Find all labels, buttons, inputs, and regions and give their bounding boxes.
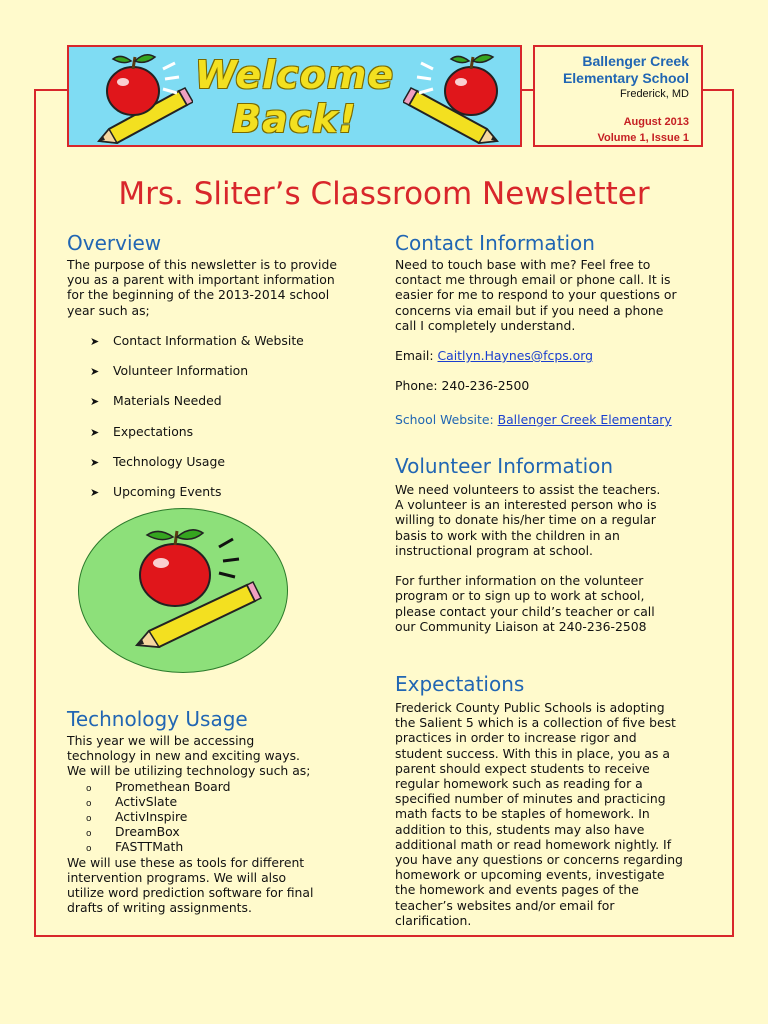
list-item: ➤ Technology Usage	[90, 453, 225, 469]
issue-date: August 2013	[623, 116, 689, 128]
overview-line: The purpose of this newsletter is to provide	[67, 257, 337, 272]
arrow-bullet-icon: ➤	[90, 335, 100, 348]
arrow-bullet-icon: ➤	[90, 425, 100, 439]
technology-list	[67, 779, 367, 855]
apple-pencil-right-icon	[403, 49, 513, 147]
arrow-bullet-icon: ➤	[90, 455, 100, 469]
expectations-heading: Expectations	[395, 672, 525, 696]
circle-bullet-icon: o	[86, 813, 92, 824]
overview-heading: Overview	[67, 231, 162, 255]
expectations-text: Frederick County Public Schools is adopting the Salient 5 which is a collection of five best practices in order to increase rigor and student success. With this in place, you as a parent should expect students to receive regular homework such as reading for a specified number of minutes and practicing math facts to be staples of homework. In addition to this, students may also have additional math or read homework nightly. If you have any questions or concerns regarding homework or upcoming events, investigate the homework and events pages of the teacher’s websites and/or email for clarification.	[395, 700, 683, 928]
list-item: o FASTTMath	[67, 839, 367, 854]
list-item: ➤ Contact Information & Website	[90, 333, 304, 348]
technology-text: This year we will be accessing technology in new and exciting ways. We will be utilizing technology such as; o Promethean Board o ActivSlate o ActivInspire o DreamBox o FASTTMath We will use these as tools for different intervention programs. We will also utilize word prediction software for final drafts of writing assignments.	[67, 733, 367, 915]
banner-back-text: Back!	[232, 97, 357, 141]
overview-line: for the beginning of the 2013-2014 school	[67, 287, 330, 303]
list-item: ➤ Expectations	[90, 423, 194, 439]
circle-bullet-icon: o	[86, 783, 92, 794]
arrow-bullet-icon: ➤	[90, 485, 100, 499]
circle-bullet-icon: o	[86, 798, 92, 809]
circle-bullet-icon: o	[86, 829, 92, 840]
technology-heading: Technology Usage	[67, 707, 248, 731]
overview-line: you as a parent with important information	[67, 272, 335, 288]
contact-email-row: Email: Caitlyn.Haynes@fcps.org	[395, 348, 593, 363]
school-city: Frederick, MD	[619, 88, 689, 100]
list-item: ➤ Volunteer Information	[90, 363, 249, 379]
banner-welcome-text: Welcome	[194, 53, 395, 97]
apple-pencil-clipart	[78, 508, 288, 673]
newsletter-title: Mrs. Sliter’s Classroom Newsletter	[118, 176, 650, 212]
list-item: ➤ Materials Needed	[90, 393, 222, 409]
list-item: o ActivInspire	[67, 809, 367, 824]
list-item: o DreamBox	[67, 824, 367, 839]
list-item: o ActivSlate	[67, 794, 367, 809]
arrow-bullet-icon: ➤	[90, 365, 100, 379]
volunteer-text: We need volunteers to assist the teachers. A volunteer is an interested person who is willing to donate his/her time on a regular basis to work with the children in an instructional program at school. For further information on the volunteer program or to sign up to work at school, please contact your child’s teacher or call our Community Liaison at 240-236-2508	[395, 482, 661, 634]
circle-bullet-icon: o	[86, 844, 92, 855]
overview-text	[67, 257, 367, 318]
volunteer-heading: Volunteer Information	[395, 454, 614, 478]
arrow-bullet-icon: ➤	[90, 395, 100, 409]
school-website-link[interactable]: Ballenger Creek Elementary	[497, 412, 672, 427]
list-item: ➤ Upcoming Events	[90, 483, 222, 499]
contact-heading: Contact Information	[395, 231, 595, 255]
school-name-line2: Elementary School	[562, 70, 689, 86]
email-link[interactable]: Caitlyn.Haynes@fcps.org	[437, 348, 593, 363]
apple-pencil-icon	[79, 509, 289, 674]
welcome-banner	[67, 45, 522, 147]
issue-volume: Volume 1, Issue 1	[597, 132, 689, 144]
overview-bullet-list	[90, 333, 304, 514]
contact-phone: Phone: 240-236-2500	[395, 378, 530, 393]
list-item: o Promethean Board	[67, 779, 367, 794]
contact-text: Need to touch base with me? Feel free to contact me through email or phone call. It is easier for me to respond to your questions or concerns via email but if you need a phone call I completely understand.	[395, 257, 677, 333]
school-name-line1: Ballenger Creek	[582, 53, 689, 69]
overview-line: year such as;	[67, 302, 150, 318]
school-website-row: School Website: Ballenger Creek Elementary	[395, 412, 672, 427]
school-info-box	[533, 45, 703, 147]
